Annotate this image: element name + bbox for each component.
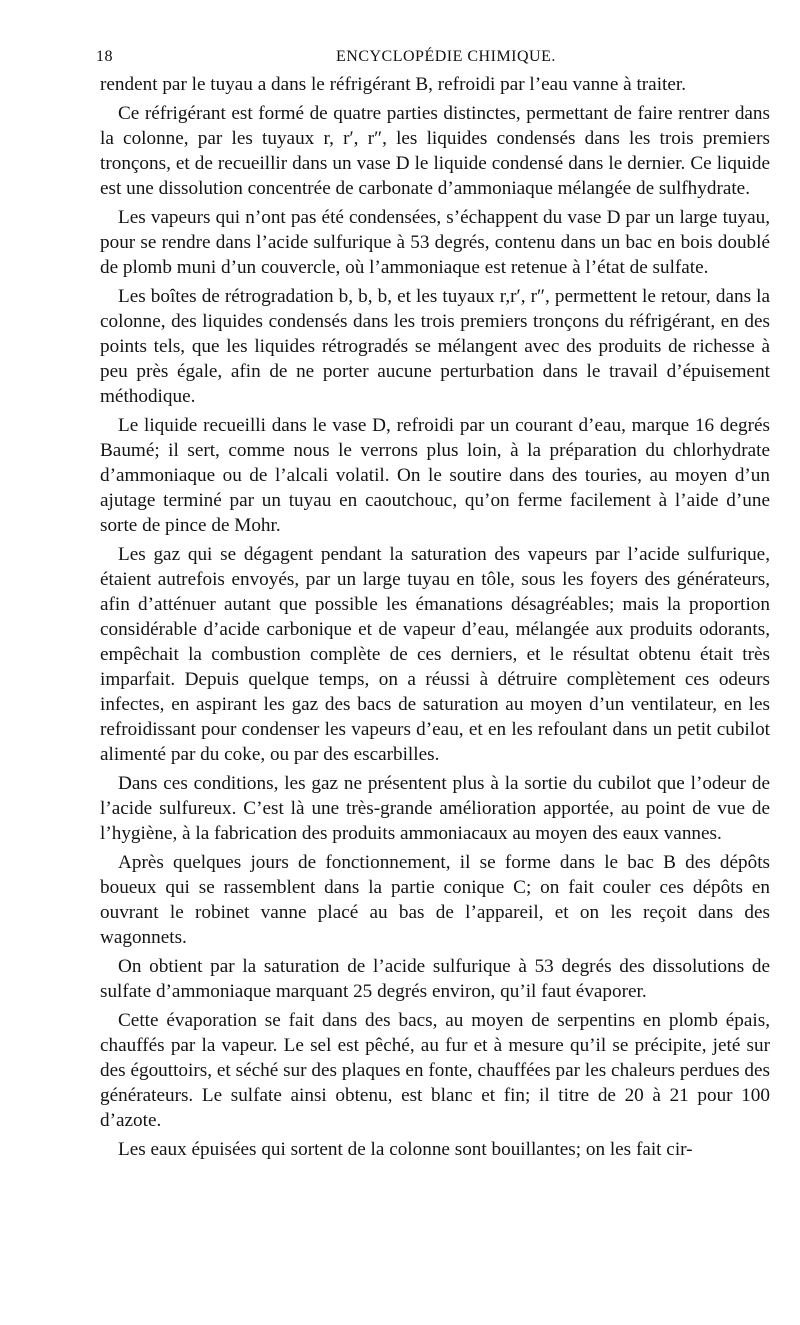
paragraph-retrogradation: Les boîtes de rétrogradation b, b, b, et les tuyaux r,r′, r″, permettent le retour, dans la colonne, des liquides condensés dans les trois premiers tronçons du réfrigérant, en des points tels, que les liquides rétrogradés se mélangent avec des produits de richesse à peu près égale, afin de ne porter aucune perturbation dans le travail d’épuisement méthodique.: [100, 286, 770, 407]
paragraph-gaz-saturation: Les gaz qui se dégagent pendant la saturation des vapeurs par l’acide sulfurique, étaient autrefois envoyés, par un large tuyau en tôle, sous les foyers des générateurs, afin d’atténuer autant que possible les émanations désagréables; mais la proportion considérable d’acide carbonique et de vapeur d’eau, mélangée aux produits odorants, empêchait la combustion complète de ces derniers, et le résultat obtenu était très imparfait. Depuis quelque temps, on a réussi à détruire complètement ces odeurs infectes, en aspirant les gaz des bacs de saturation au moyen d’un ventilateur, en les refroidissant pour condenser les vapeurs d’eau, et en les refoulant dans un petit cubilot alimenté par du coke, ou par des escarbilles.: [100, 544, 770, 765]
body-text: [100, 72, 770, 1162]
paragraph-saturation-acide: On obtient par la saturation de l’acide sulfurique à 53 degrés des dissolutions de sulfate d’ammoniaque marquant 25 degrés environ, qu’il faut évaporer.: [100, 956, 770, 1002]
running-header: [96, 44, 770, 72]
paragraph-refrigerant: Ce réfrigérant est formé de quatre parties distinctes, permettant de faire rentrer dans la colonne, par les tuyaux r, r′, r″, les liquides condensés dans les trois premiers tronçons, et de recueillir dans un vase D le liquide condensé dans le dernier. Ce liquide est une dissolution concentrée de carbonate d’ammoniaque mélangée de sulfhydrate.: [100, 103, 770, 199]
paragraph-conditions: Dans ces conditions, les gaz ne présentent plus à la sortie du cubilot que l’odeur de l’acide sulfureux. C’est là une très-grande amélioration apportée, au point de vue de l’hygiène, à la fabrication des produits ammoniacaux au moyen des eaux vannes.: [100, 773, 770, 844]
paragraph-liquide-recueilli: Le liquide recueilli dans le vase D, refroidi par un courant d’eau, marque 16 degrés Baumé; il sert, comme nous le verrons plus loin, à la préparation du chlorhydrate d’ammoniaque ou de l’alcali volatil. On le soutire dans des touries, au moyen d’un ajutage terminé par un tuyau en caoutchouc, qu’on ferme facilement à l’aide d’une sorte de pince de Mohr.: [100, 415, 770, 536]
paragraph-continuation: rendent par le tuyau a dans le réfrigérant B, refroidi par l’eau vanne à traiter.: [100, 74, 687, 95]
paragraph-eaux-epuisees: Les eaux épuisées qui sortent de la colonne sont bouillantes; on les fait cir-: [118, 1139, 693, 1160]
paragraph-depots: Après quelques jours de fonctionnement, il se forme dans le bac B des dépôts boueux qui se rassemblent dans la partie conique C; on fait couler ces dépôts en ouvrant le robinet vanne placé au bas de l’appareil, et on les reçoit dans des wagonnets.: [100, 852, 770, 948]
page: [96, 44, 770, 1166]
running-title: ENCYCLOPÉDIE CHIMIQUE.: [336, 48, 556, 65]
paragraph-vapeurs: Les vapeurs qui n’ont pas été condensées, s’échappent du vase D par un large tuyau, pour se rendre dans l’acide sulfurique à 53 degrés, contenu dans un bac en bois doublé de plomb muni d’un couvercle, où l’ammoniaque est retenue à l’état de sulfate.: [100, 207, 770, 278]
page-number: 18: [96, 48, 113, 65]
paragraph-evaporation: Cette évaporation se fait dans des bacs, au moyen de serpentins en plomb épais, chauffés par la vapeur. Le sel est pêché, au fur et à mesure qu’il se précipite, jeté sur des égouttoirs, et séché sur des plaques en fonte, chauffées par les chaleurs perdues des générateurs. Le sulfate ainsi obtenu, est blanc et fin; il titre de 20 à 21 pour 100 d’azote.: [100, 1010, 770, 1131]
